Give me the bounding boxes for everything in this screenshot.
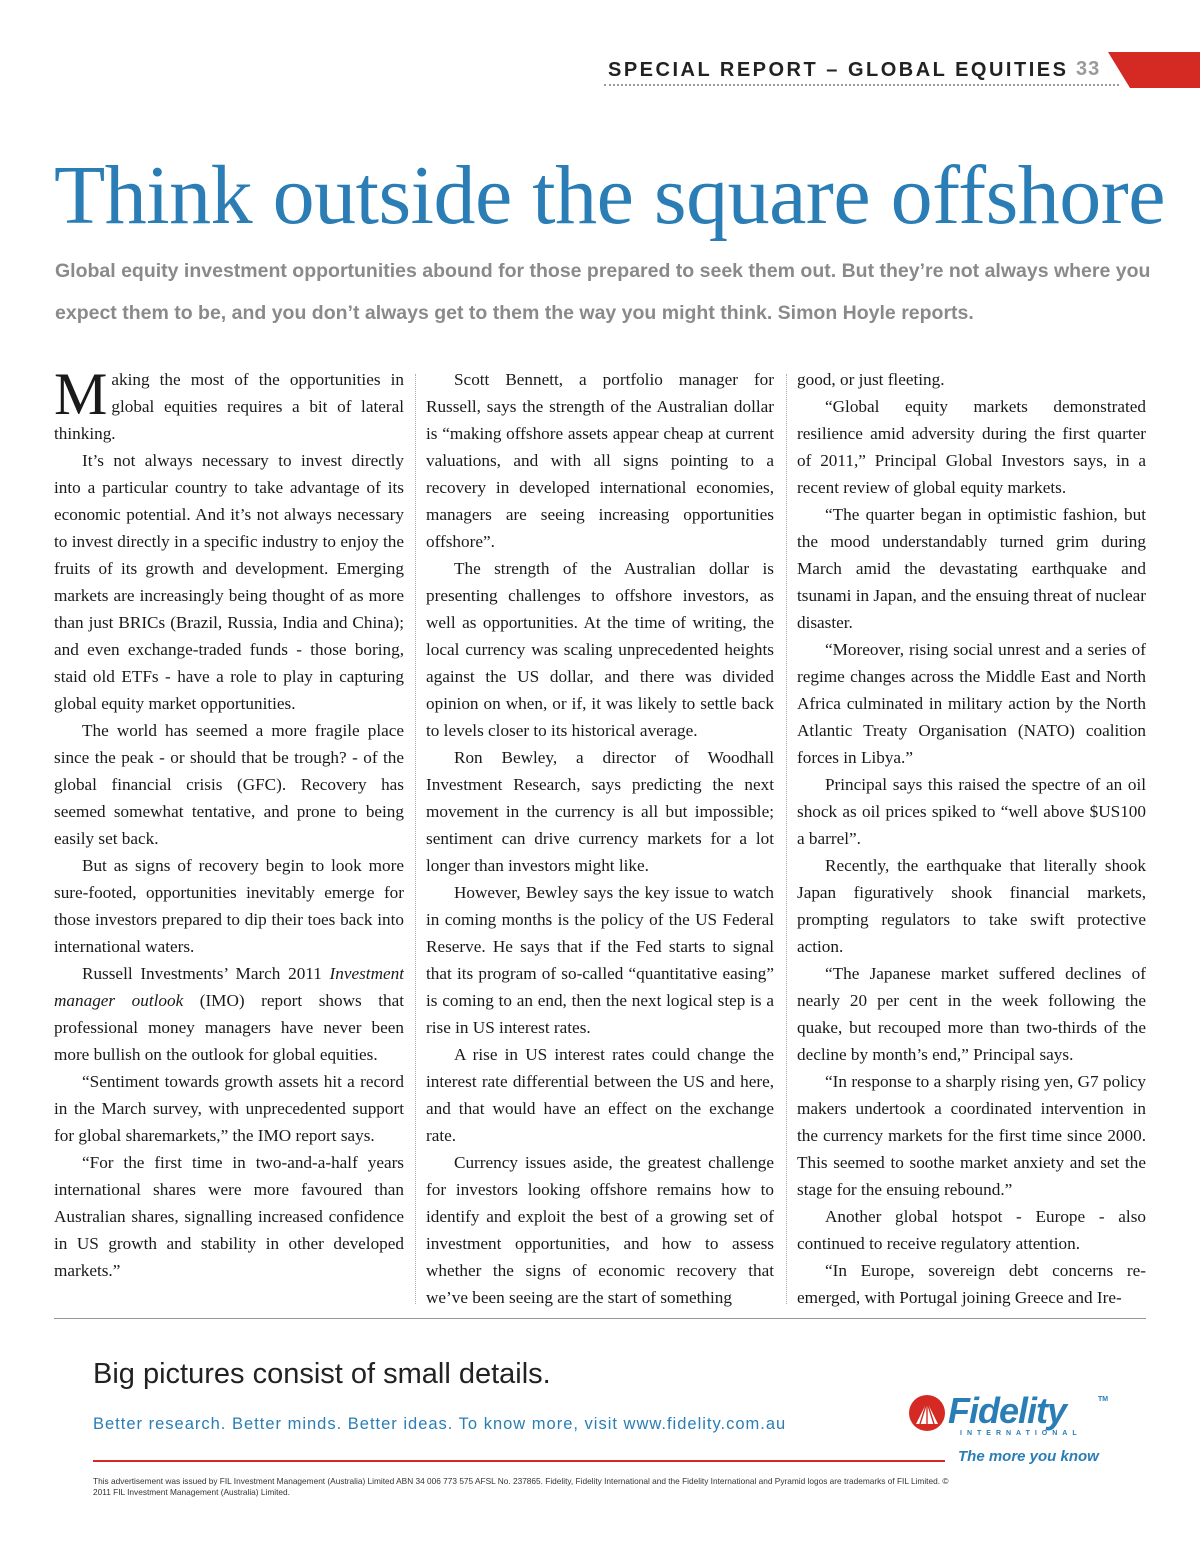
column-divider [415,374,416,1304]
body-paragraph: Principal says this raised the spectre of an oil shock as oil prices spiked to “well above $US100 a barrel”. [797,775,1146,848]
page-tab-red-icon [1108,52,1200,88]
body-paragraph: But as signs of recovery begin to look more sure-footed, opportunities inevitably emerge for those investors prepared to dip their toes back into international waters. [54,856,404,956]
body-paragraph: Recently, the earthquake that literally shook Japan figuratively shook financial markets, prompting regulators to take swift protective action. [797,856,1146,956]
opening-paragraph [54,366,404,447]
column-1 [54,366,404,1310]
body-paragraph: It’s not always necessary to invest directly into a particular country to take advantage of its economic potential. And it’s not always necessary to invest directly in a specific industry to enjoy the fruits of its growth and development. Emerging markets are increasingly being thought of as more than just BRICs (Brazil, Russia, India and China); and even exchange-traded funds - those boring, staid old ETFs - have a role to play in capturing global equity market opportunities. [54,451,404,713]
body-paragraph: Ron Bewley, a director of Woodhall Investment Research, says predicting the next movement in the currency is all but impossible; sentiment can drive currency markets for a lot longer than investors might like. [426,748,774,875]
body-paragraph-continued: good, or just fleeting. [797,370,945,389]
body-paragraph: “Moreover, rising social unrest and a series of regime changes across the Middle East and North Africa culminated in military action by the North Atlantic Treaty Organisation (NATO) coalition forces in Libya.” [797,640,1146,767]
body-paragraph: “The quarter began in optimistic fashion, but the mood understandably turned grim during March amid the devastating earthquake and tsunami in Japan, and the ensuing threat of nuclear disaster. [797,505,1146,632]
body-paragraph: Another global hotspot - Europe - also continued to receive regulatory attention. [797,1207,1146,1253]
pyramid-logo-icon [908,1394,946,1432]
body-paragraph: The world has seemed a more fragile place since the peak - or should that be trough? - of the global financial crisis (GFC). Recovery has seemed somewhat tentative, and prone to being easily set back. [54,721,404,848]
section-label: SPECIAL REPORT – GLOBAL EQUITIES [608,59,1069,81]
body-paragraph: A rise in US interest rates could change the interest rate differential between the US and here, and that would have an effect on the exchange rate. [426,1045,774,1145]
column-2 [426,366,774,1310]
body-paragraph: Currency issues aside, the greatest challenge for investors looking offshore remains how to identify and exploit the best of a growing set of investment opportunities, and how to assess whether the signs of economic recovery that we’ve been seeing are the start of something [426,1153,774,1307]
body-paragraph: However, Bewley says the key issue to watch in coming months is the policy of the US Federal Reserve. He says that if the Fed starts to signal that its program of so-called “quantitative easing” is coming to an end, then the next logical step is a rise in US interest rates. [426,883,774,1037]
body-paragraph: “Global equity markets demonstrated resilience amid adversity during the first quarter of 2011,” Principal Global Investors says, in a recent review of global equity markets. [797,397,1146,497]
body-paragraph: “Sentiment towards growth assets hit a record in the March survey, with unprecedented support for global sharemarkets,” the IMO report says. [54,1072,404,1145]
opening-text: aking the most of the opportunities in global equities requires a bit of lateral thinking. [54,370,404,443]
logo-wordmark: Fidelity [948,1390,1067,1431]
russell-text-rest: (IMO) report shows that professional money managers have never been more bullish on the outlook for global equities. [54,991,404,1064]
article-title: Think outside the square offshore [54,149,1166,242]
ad-headline: Big pictures consist of small details. [93,1358,551,1390]
header-dotted-rule [604,84,1119,86]
body-paragraph: “In response to a sharply rising yen, G7 policy makers undertook a coordinated intervention in the currency markets for the first time since 2000. This seemed to soothe market anxiety and set the stage for the ensuing rebound.” [797,1072,1146,1199]
body-paragraph: “The Japanese market suffered declines of nearly 20 per cent in the week following the quake, but recouped more than two-thirds of the decline by month’s end,” Principal says. [797,964,1146,1064]
article-body [54,366,1146,1310]
page-number: 33 [1076,58,1101,80]
body-paragraph: The strength of the Australian dollar is presenting challenges to offshore investors, as well as opportunities. At the time of writing, the local currency was scaling unprecedented heights against the US dollar, and there was divided opinion on when, or if, it was likely to settle back to levels closer to its historical average. [426,559,774,740]
body-paragraph: “For the first time in two-and-a-half years international shares were more favoured than Australian shares, signalling increased confidence in US growth and stability in other developed markets.” [54,1153,404,1280]
advertisement-divider [54,1318,1146,1319]
fidelity-logo[interactable] [908,1390,1118,1474]
logo-slogan: The more you know [958,1448,1099,1465]
ad-red-rule [93,1460,945,1462]
ad-tagline[interactable]: Better research. Better minds. Better ideas. To know more, visit www.fidelity.com.au [93,1415,787,1433]
drop-cap: M [54,366,108,427]
logo-subline: INTERNATIONAL [960,1430,1082,1437]
body-paragraph: Scott Bennett, a portfolio manager for Russell, says the strength of the Australian dollar is “making offshore assets appear cheap at current valuations, and with all signs pointing to a recovery in developed international economies, managers are seeing increasing opportunities offshore”. [426,370,774,551]
logo-trademark: TM [1098,1396,1109,1403]
running-header [604,52,1114,88]
article-standfirst: Global equity investment opportunities abound for those prepared to seek them out. But they’re not always where you expect them to be, and you don’t always get to them the way you might think. Simon Hoyle reports. [55,260,1151,324]
russell-text: Russell Investments’ March 2011 [82,964,330,983]
column-divider [786,374,787,1304]
publication-title: Investment manager outlook [54,964,404,1010]
column-3 [797,366,1146,1310]
body-paragraph-russell [54,960,404,1068]
body-paragraph: “In Europe, sovereign debt concerns re-emerged, with Portugal joining Greece and Ire- [797,1261,1146,1307]
ad-legal-text: This advertisement was issued by FIL Investment Management (Australia) Limited ABN 34 006 773 575 AFSL No. 237865. Fidelity, Fidelity International and the Fidelity International and Pyramid logos are trademarks of FIL Limited. © 2011 FIL Investment Management (Australia) Limited. [93,1476,949,1497]
